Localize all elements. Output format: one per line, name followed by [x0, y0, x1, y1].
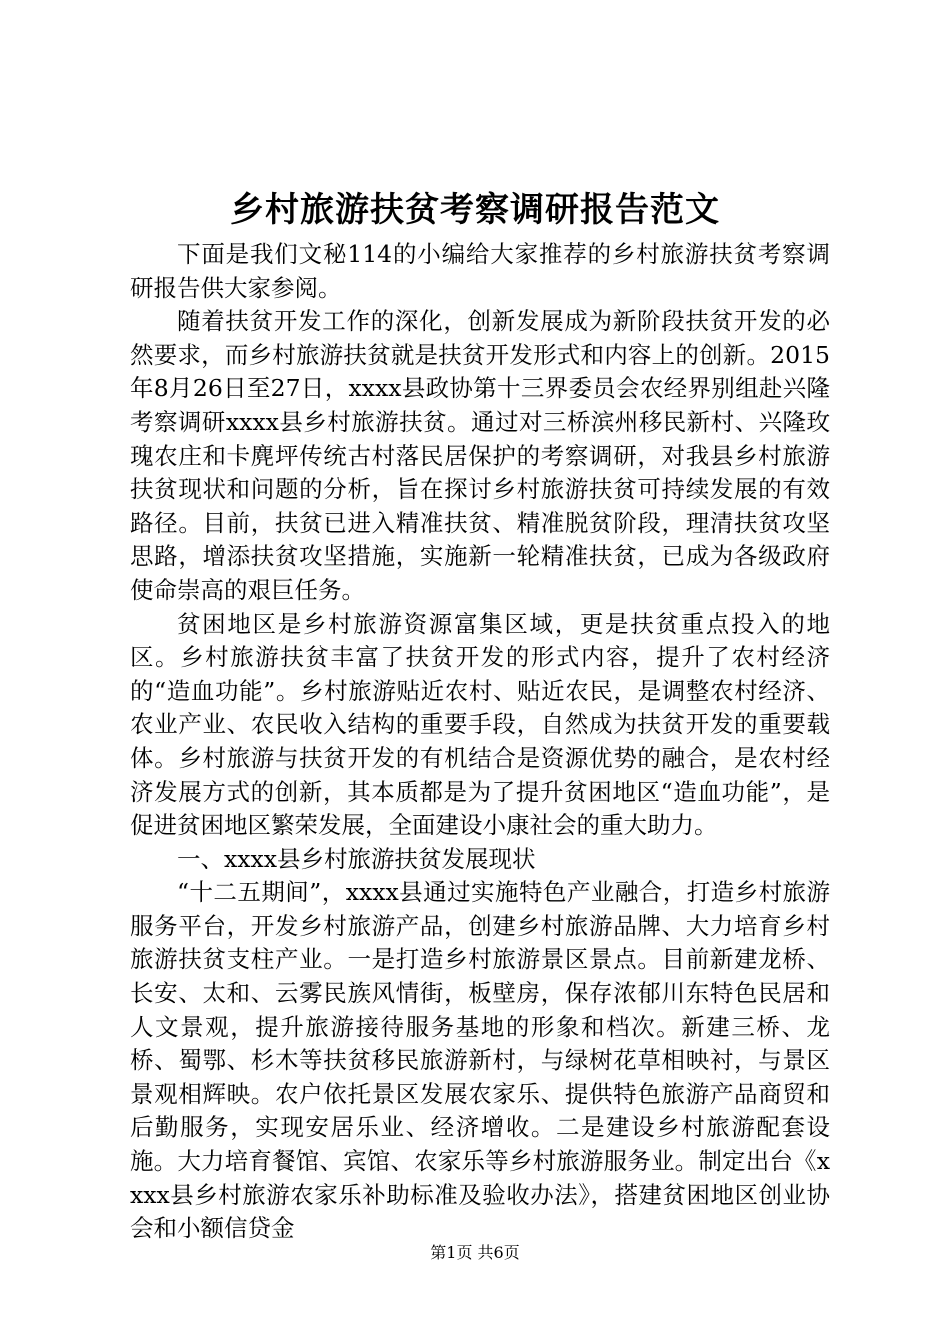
paragraph-status: “十二五期间”，xxxx县通过实施特色产业融合，打造乡村旅游服务平台，开发乡村旅游产品，创建乡村旅游品牌、大力培育乡村旅游扶贫支柱产业。一是打造乡村旅游景区景点。目前新建龙桥、长安、太和、云雾民族风情街，板壁房，保存浓郁川东特色民居和人文景观，提升旅游接待服务基地的形象和档次。新建三桥、龙桥、蜀鄂、杉木等扶贫移民旅游新村，与绿树花草相映衬，与景区景观相辉映。农户依托景区发展农家乐、提供特色旅游产品商贸和后勤服务，实现安居乐业、经济增收。二是建设乡村旅游配套设施。大力培育餐馆、宾馆、农家乐等乡村旅游服务业。制定出台《xxxx县乡村旅游农家乐补助标准及验收办法》，搭建贫困地区创业协会和小额信贷金 [130, 878, 830, 1243]
page-footer: 第1页 共6页 [430, 1243, 520, 1262]
paragraph-significance: 贫困地区是乡村旅游资源富集区域，更是扶贫重点投入的地区。乡村旅游扶贫丰富了扶贫开发的形式内容，提升了农村经济的“造血功能”。乡村旅游贴近农村、贴近农民，是调整农村经济、农业产业、农民收入结构的重要手段，自然成为扶贫开发的重要载体。乡村旅游与扶贫开发的有机结合是资源优势的融合，是农村经济发展方式的创新，其本质都是为了提升贫困地区“造血功能”，是促进贫困地区繁荣发展，全面建设小康社会的重大助力。 [130, 609, 830, 840]
document-title: 乡村旅游扶贫考察调研报告范文 [230, 190, 720, 230]
paragraph-intro: 下面是我们文秘114的小编给大家推荐的乡村旅游扶贫考察调研报告供大家参阅。 [130, 240, 830, 302]
document-body [130, 238, 830, 1246]
paragraph-background: 随着扶贫开发工作的深化，创新发展成为新阶段扶贫开发的必然要求，而乡村旅游扶贫就是扶贫开发形式和内容上的创新。2015年8月26日至27日，xxxx县政协第十三界委员会农经界别组赴兴隆考察调研xxxx县乡村旅游扶贫。通过对三桥滨州移民新村、兴隆玫瑰农庄和卡麂坪传统古村落民居保护的考察调研，对我县乡村旅游扶贫现状和问题的分析，旨在探讨乡村旅游扶贫可持续发展的有效路径。目前，扶贫已进入精准扶贫、精准脱贫阶段，理清扶贫攻坚思路，增添扶贫攻坚措施，实施新一轮精准扶贫，已成为各级政府使命崇高的艰巨任务。 [130, 307, 830, 604]
section-heading-1: 一、xxxx县乡村旅游扶贫发展现状 [177, 844, 536, 873]
